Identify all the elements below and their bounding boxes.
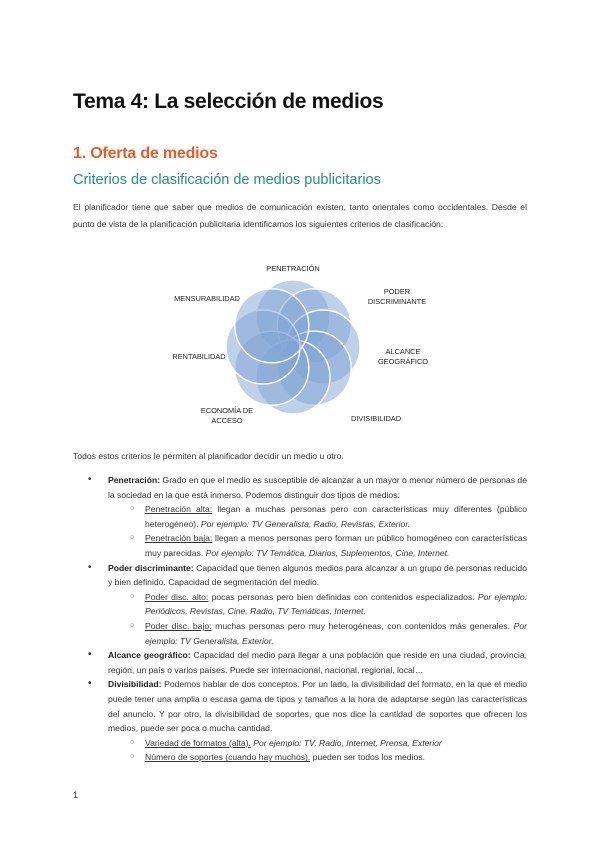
example-text: Por ejemplo: TV Generalista, Exterior. — [145, 620, 527, 646]
sublist-poder — [108, 590, 527, 648]
page-number: 1 — [73, 790, 79, 800]
sublist-item — [108, 502, 527, 531]
summary-sentence: Todos estos criterios le permiten al planificador decidir un medio u otro. — [73, 451, 344, 461]
list-item-poder-discriminante — [73, 561, 527, 649]
desc-poder: Capacidad que tienen algunos medios para alcanzar a un grupo de personas reducido y bien definido. Capacidad de segmentación del medio. — [108, 562, 527, 588]
subtext: llegan a muchas personas pero con características muy diferentes (público heterogéneo). — [145, 504, 527, 529]
section-heading: 1. Oferta de medios — [73, 145, 218, 162]
label-divisibilidad: DIVISIBILIDAD — [350, 414, 402, 423]
desc-divisibilidad: Podemos hablar de dos conceptos. Por un lado, la divisibilidad del formato, en la que el medio puede tener una amplia o escasa gama de tipos y tamaños a la hora de adaptarse según las características del anuncio. Y por otro, la divisibilidad de soportes, que nos dice la cantidad de soportes que ofrecen los medios, puede ser poca o mucha cantidad. — [108, 679, 527, 734]
criteria-list — [73, 473, 527, 765]
example-text: Por ejemplo: TV Temática, Diarios, Suplementos, Cine, Internet. — [205, 547, 450, 558]
desc-alcance: Capacidad del medio para llegar a una población que reside en una ciudad, provincia, región, un país o varios países. Puede ser internacional, nacional, regional, local… — [108, 650, 527, 675]
subtext: pocas personas pero bien definidas con contenidos especializados. — [208, 591, 478, 602]
sublist-item — [108, 590, 527, 619]
sublist-item — [108, 750, 527, 765]
subterm: Penetración alta: — [145, 504, 213, 515]
subsection-heading: Criterios de clasificación de medios publicitarios — [73, 172, 381, 188]
subtext: pueden ser todos los medios. — [310, 752, 425, 763]
subterm: Poder disc. alto: — [145, 591, 209, 602]
subterm: Número de soportes (cuando hay muchos). — [145, 752, 311, 763]
list-item-divisibilidad — [73, 677, 527, 765]
list-item-alcance-geografico — [73, 648, 527, 677]
sublist-item — [108, 736, 527, 751]
label-economia-line1: ECONOMÍA DE — [200, 406, 254, 415]
label-penetracion: PENETRACIÓN — [266, 264, 320, 273]
subterm: Variedad de formatos (alta). — [145, 737, 251, 748]
flower-petals — [226, 280, 360, 414]
document-title: Tema 4: La selección de medios — [73, 90, 384, 113]
sublist-item — [108, 531, 527, 560]
example-text: Por ejemplo: Periódicos, Revistas, Cine, Radio, TV Temáticas, Internet. — [145, 591, 527, 617]
example-text: Por ejemplo: TV, Radio, Internet, Prensa, Exterior — [253, 737, 442, 748]
label-poder-line1: PODER — [383, 287, 411, 296]
label-mensurabilidad: MENSURABILIDAD — [174, 294, 240, 303]
label-poder-line2: DISCRIMINANTE — [367, 297, 427, 306]
label-alcance-line2: GEOGRÁFICO — [377, 357, 429, 366]
desc-penetracion: Grado en que el medio es susceptible de alcanzar a un mayor o menor número de personas de la sociedad en la que está inmerso. Podemos distinguir dos tipos de medios: — [108, 475, 527, 500]
subterm: Poder disc. bajo: — [145, 620, 212, 631]
criteria-flower-diagram — [160, 255, 450, 435]
example-text: Por ejemplo: TV Generalista, Radio, Revistas, Exterior. — [200, 518, 411, 529]
sublist-item — [108, 619, 527, 648]
term-penetracion: Penetración: — [108, 475, 161, 485]
subtext: muchas personas pero muy heterogéneas, con contenidos más generales. — [211, 620, 514, 631]
sublist-penetracion — [108, 502, 527, 560]
list-item-penetracion — [73, 473, 527, 561]
subterm: Penetración baja: — [145, 533, 213, 544]
subtext: llegan a menos personas pero forman un público homogéneo con características muy parecidas. — [145, 533, 528, 558]
flower-petal-circle — [235, 289, 309, 363]
term-divisibilidad: Divisibilidad: — [108, 679, 162, 690]
label-economia-line2: ACCESO — [211, 416, 243, 425]
term-alcance: Alcance geográfico: — [108, 650, 191, 661]
label-rentabilidad: RENTABILIDAD — [172, 352, 226, 361]
sublist-divisibilidad — [108, 736, 527, 765]
term-poder: Poder discriminante: — [108, 562, 194, 573]
intro-paragraph: El planificador tiene que saber que medios de comunicación existen, tanto orientales como occidentales. Desde el punto de vista de la planificación publicitaria identificamos los siguientes criterios de clasificación: — [73, 202, 527, 229]
label-alcance-line1: ALCANCE — [385, 347, 421, 356]
